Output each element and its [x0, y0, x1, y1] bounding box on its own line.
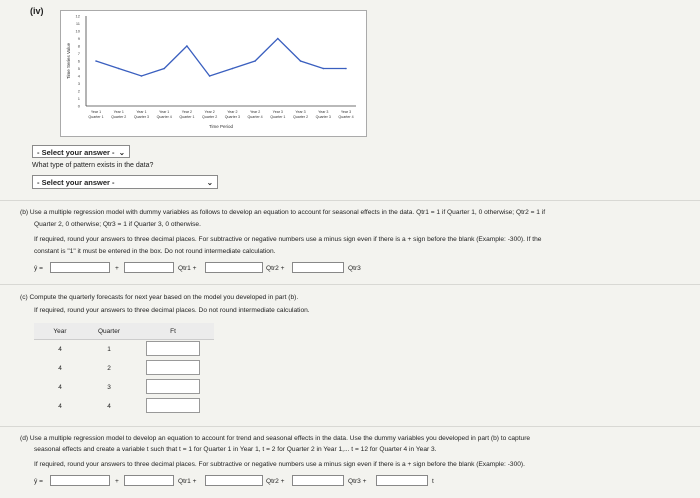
x-axis-label: Time Period	[208, 124, 234, 129]
header-quarter: Quarter	[86, 323, 132, 340]
data-point	[163, 68, 165, 70]
x-tick-label-year: Year 3	[318, 110, 329, 114]
d-qtr2-label: Qtr2 +	[266, 478, 285, 485]
x-tick-label-quarter: Quarter 3	[133, 115, 150, 119]
part-d-line3: If required, round your answers to three decimal places. For subtractive or negative numbers use a minus sign even if there is a + sign before the blank (Example: -300).	[34, 461, 525, 468]
part-b-line3: If required, round your answers to three decimal places. For subtractive or negative numbers use a minus sign even if there is a + sign before the blank (Example: -300). If the	[34, 236, 542, 243]
x-tick-label-year: Year 1	[113, 110, 124, 114]
part-b-line4: constant is "1" it must be entered in the box. Do not round intermediate calculation.	[34, 248, 276, 255]
b-plus-label: +	[115, 265, 119, 272]
row-quarter: 4	[107, 403, 111, 410]
pattern-select-2[interactable]	[32, 175, 218, 189]
x-tick-label-quarter: Quarter 2	[111, 115, 127, 119]
b-qtr3-label: Qtr3	[348, 265, 361, 272]
time-series-chart	[60, 10, 367, 137]
part-b-line1: (b) Use a multiple regression model with dummy variables as follows to develop an equation to account for seasonal effects in the data. Qtr1 = 1 if Quarter 1, 0 otherwise; Qtr2 = 1 if	[20, 209, 546, 216]
d-qtr1-label: Qtr1 +	[178, 478, 197, 485]
y-tick-label: 8	[77, 43, 80, 49]
row-quarter: 1	[107, 346, 111, 353]
data-point	[232, 68, 234, 70]
pattern-question: What type of pattern exists in the data?	[32, 162, 154, 169]
forecast-input-q3[interactable]	[146, 379, 200, 394]
x-tick-label-quarter: Quarter 2	[292, 115, 309, 119]
part-iv-label: (iv)	[30, 6, 44, 16]
x-tick-label-year: Year 3	[272, 110, 283, 114]
header-year: Year	[34, 323, 86, 340]
row-year: 4	[58, 403, 62, 410]
y-tick-label: 11	[75, 21, 80, 26]
d-qtr3-coef-input[interactable]	[292, 475, 344, 486]
table-row	[34, 378, 214, 397]
x-tick-label-quarter: Quarter 3	[315, 115, 331, 119]
d-yhat-label: ŷ =	[34, 478, 43, 485]
x-tick-label-quarter: Quarter 3	[224, 115, 240, 119]
d-qtr2-coef-input[interactable]	[205, 475, 263, 486]
table-row	[34, 340, 214, 360]
x-tick-label-year: Year 2	[181, 110, 193, 114]
forecast-input-q1[interactable]	[146, 341, 200, 356]
b-qtr2-label: Qtr2 +	[266, 265, 285, 272]
header-forecast: Ft	[132, 323, 214, 340]
y-tick-label: 2	[77, 88, 80, 94]
pattern-select-1-value: - Select your answer -	[37, 148, 115, 157]
data-point	[209, 75, 211, 77]
y-tick-label: 6	[77, 58, 80, 64]
b-qtr3-coef-input[interactable]	[292, 262, 344, 273]
series-line	[96, 39, 346, 77]
y-tick-label: 3	[77, 81, 80, 86]
chevron-down-icon: ⌄	[206, 178, 213, 187]
x-tick-label-quarter: Quarter 4	[338, 115, 354, 119]
x-tick-label-quarter: Quarter 1	[179, 115, 195, 119]
data-point	[118, 68, 120, 70]
row-quarter: 3	[107, 384, 111, 391]
data-point	[322, 68, 324, 70]
data-point	[141, 75, 143, 77]
d-plus-label: +	[115, 478, 119, 485]
data-point	[300, 60, 302, 62]
part-d-line2: seasonal effects and create a variable t such that t = 1 for Quarter 1 in Year 1, t = 2 for Quarter 2 in Year 1,... t = 12 for Quarter 4 in Year 3.	[34, 446, 437, 453]
d-constant-input[interactable]	[50, 475, 110, 486]
row-year: 4	[58, 365, 62, 372]
forecast-table-container	[34, 323, 214, 416]
y-tick-label: 0	[77, 103, 80, 109]
b-constant-input[interactable]	[50, 262, 110, 273]
data-point	[186, 45, 188, 47]
table-header-row	[34, 323, 214, 340]
row-quarter: 2	[107, 365, 111, 372]
b-qtr1-label: Qtr1 +	[178, 265, 197, 272]
table-row	[34, 397, 214, 416]
y-tick-label: 1	[77, 96, 80, 101]
y-tick-label: 12	[75, 13, 80, 19]
x-tick-label-quarter: Quarter 2	[202, 115, 218, 119]
part-d-line1: (d) Use a multiple regression model to develop an equation to account for trend and seasonal effects in the data. Use the dummy variables you developed in part (b) to capture	[20, 435, 531, 442]
table-row	[34, 359, 214, 378]
x-tick-label-year: Year 1	[136, 110, 147, 114]
y-tick-label: 7	[77, 51, 80, 56]
d-t-coef-input[interactable]	[376, 475, 428, 486]
divider	[0, 284, 700, 285]
d-qtr3-label: Qtr3 +	[348, 478, 367, 485]
y-axis-label: Time Series Value	[66, 42, 71, 80]
b-yhat-label: ŷ =	[34, 265, 43, 272]
data-point	[254, 60, 256, 62]
data-point	[277, 38, 279, 40]
y-tick-label: 5	[77, 66, 80, 71]
b-qtr2-coef-input[interactable]	[205, 262, 263, 273]
x-tick-label-quarter: Quarter 1	[270, 115, 286, 119]
x-tick-label-year: Year 1	[90, 110, 102, 114]
x-tick-label-quarter: Quarter 4	[156, 115, 172, 119]
chevron-down-icon: ⌄	[118, 148, 125, 157]
x-tick-label-year: Year 1	[159, 110, 170, 114]
x-tick-label-year: Year 3	[340, 110, 352, 114]
x-tick-label-year: Year 3	[295, 110, 306, 114]
x-tick-label-quarter: Quarter 4	[247, 115, 263, 119]
y-tick-label: 10	[75, 28, 80, 34]
pattern-select-1[interactable]	[32, 145, 130, 158]
x-tick-label-quarter: Quarter 1	[88, 115, 104, 119]
part-b-line2: Quarter 2, 0 otherwise; Qtr3 = 1 if Quarter 3, 0 otherwise.	[34, 221, 201, 228]
divider	[0, 426, 700, 427]
row-year: 4	[58, 384, 62, 391]
data-point	[95, 60, 97, 62]
x-tick-label-year: Year 2	[249, 110, 261, 114]
part-c-line2: If required, round your answers to three decimal places. Do not round intermediate calculation.	[34, 307, 310, 314]
x-tick-label-year: Year 2	[227, 110, 238, 114]
y-tick-label: 9	[77, 36, 80, 41]
x-tick-label-year: Year 2	[204, 110, 215, 114]
row-year: 4	[58, 346, 62, 353]
y-tick-label: 4	[77, 73, 80, 79]
part-c-line1: (c) Compute the quarterly forecasts for next year based on the model you developed in part (b).	[20, 294, 299, 301]
d-qtr1-coef-input[interactable]	[124, 475, 174, 486]
forecast-input-q2[interactable]	[146, 360, 200, 375]
chart-svg	[61, 11, 366, 136]
data-point	[345, 68, 347, 70]
divider	[0, 200, 700, 201]
d-t-label: t	[432, 478, 434, 485]
forecast-table	[34, 323, 214, 416]
pattern-select-2-value: - Select your answer -	[37, 178, 115, 187]
b-qtr1-coef-input[interactable]	[124, 262, 174, 273]
forecast-input-q4[interactable]	[146, 398, 200, 413]
